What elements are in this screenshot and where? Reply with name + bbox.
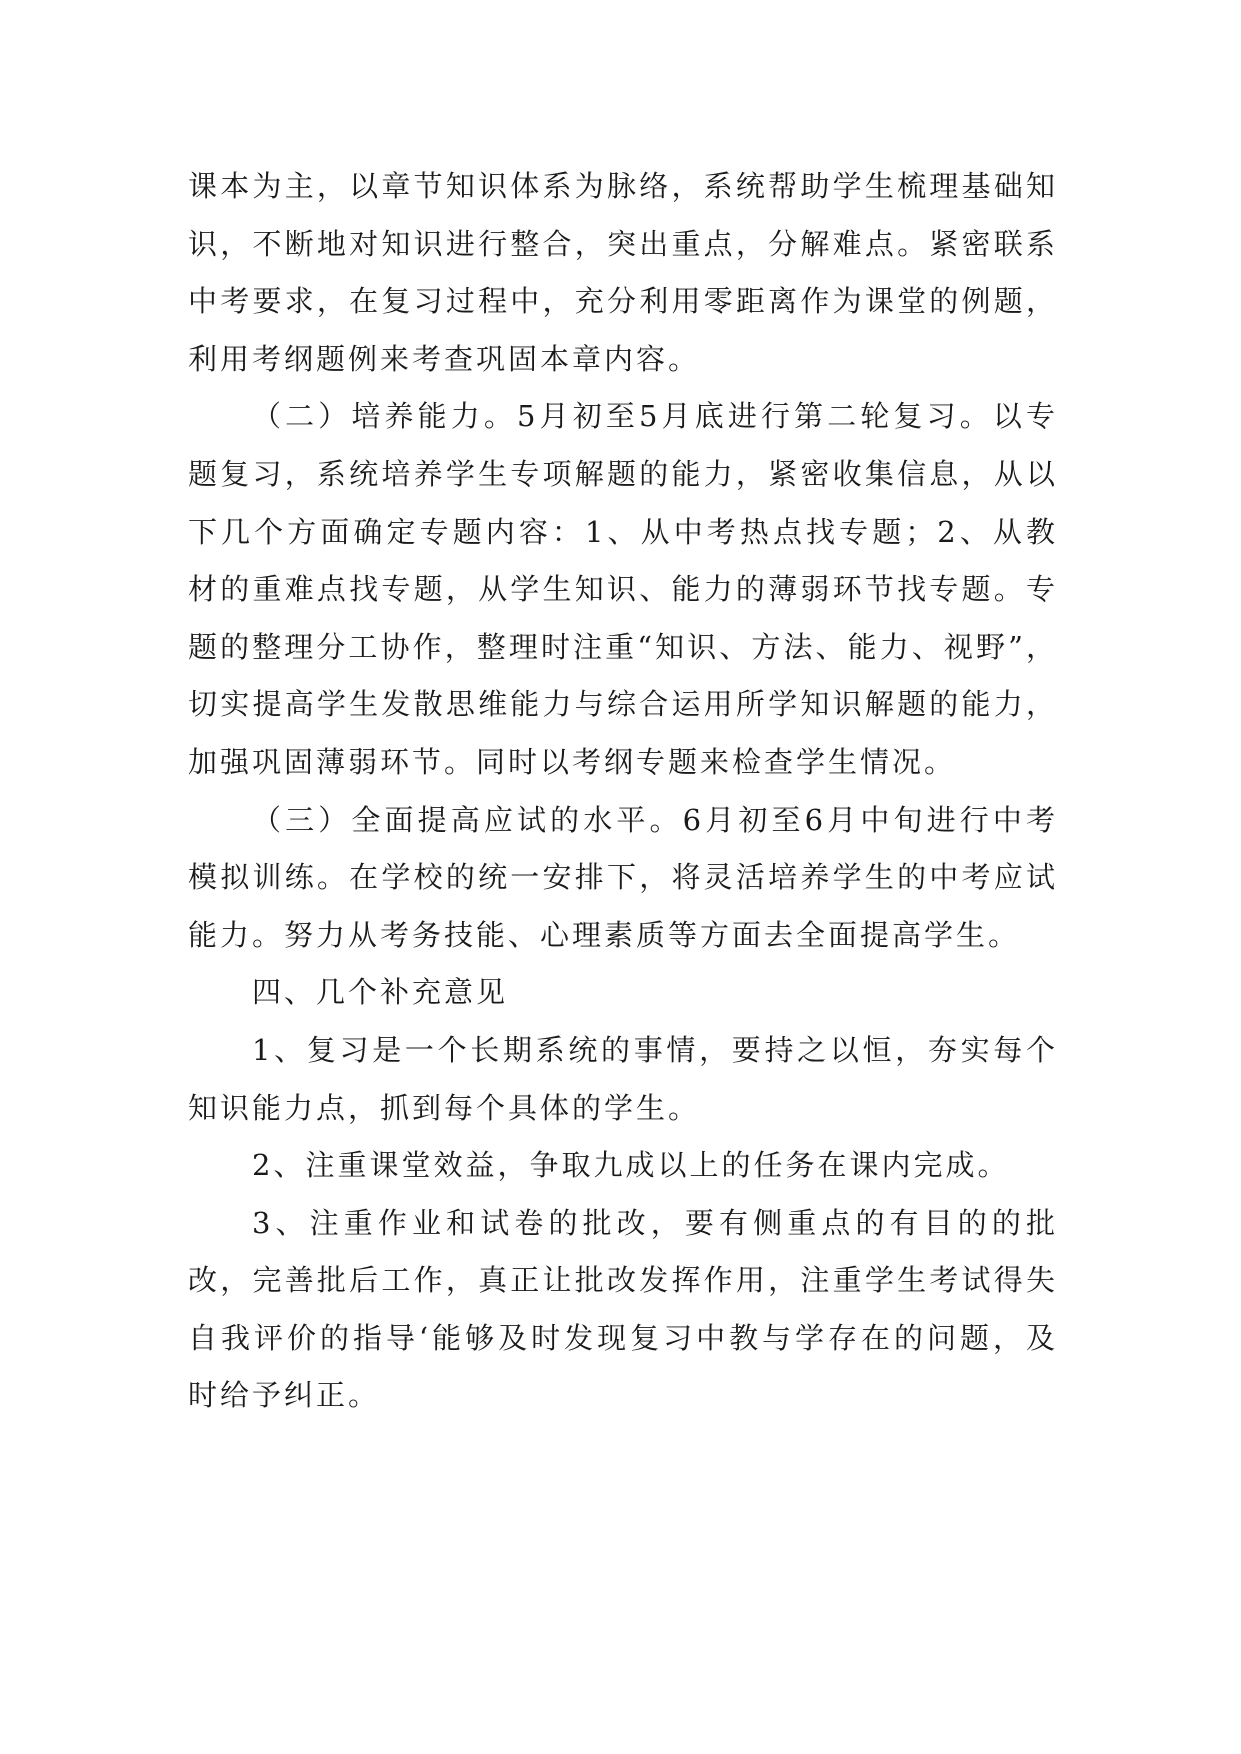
list-item-3: 3、注重作业和试卷的批改，要有侧重点的有目的的批改，完善批后工作，真正让批改发挥作用，注重学生考试得失自我评价的指导‘能够及时发现复习中教与学存在的问题，及时给予纠正。 <box>188 1205 1058 1413</box>
heading-section-four: 四、几个补充意见 <box>252 975 509 1010</box>
paragraph-section-two: （二）培养能力。5月初至5月底进行第二轮复习。以专题复习，系统培养学生专项解题的能力，紧密收集信息，从以下几个方面确定专题内容：1、从中考热点找专题；2、从教材的重难点找专题，从学生知识、能力的薄弱环节找专题。专题的整理分工协作，整理时注重“知识、方法、能力、视野”，切实提高学生发散思维能力与综合运用所学知识解题的能力，加强巩固薄弱环节。同时以考纲专题来检查学生情况。 <box>188 399 1058 779</box>
list-item-1: 1、复习是一个长期系统的事情，要持之以恒，夯实每个知识能力点，抓到每个具体的学生。 <box>188 1032 1058 1125</box>
paragraph-section-three: （三）全面提高应试的水平。6月初至6月中旬进行中考模拟训练。在学校的统一安排下，将灵活培养学生的中考应试能力。努力从考务技能、心理素质等方面去全面提高学生。 <box>188 802 1058 952</box>
document-body <box>188 158 1058 1425</box>
list-item-2: 2、注重课堂效益，争取九成以上的任务在课内完成。 <box>252 1148 1010 1183</box>
paragraph-continuation: 课本为主，以章节知识体系为脉络，系统帮助学生梳理基础知识，不断地对知识进行整合，突出重点，分解难点。紧密联系中考要求，在复习过程中，充分利用零距离作为课堂的例题，利用考纲题例来考查巩固本章内容。 <box>188 169 1058 376</box>
